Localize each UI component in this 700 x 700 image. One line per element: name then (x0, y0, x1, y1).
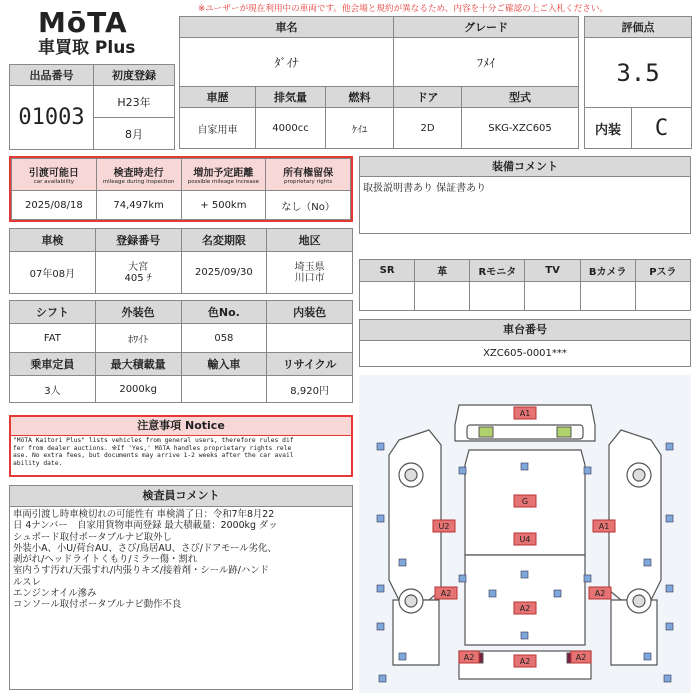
point (521, 463, 528, 470)
logo-text: MōTA (38, 6, 128, 39)
mark-front-a1-label: A1 (519, 409, 531, 418)
car-damage-diagram (359, 375, 691, 693)
mileage-label-en: mileage during inspection (102, 179, 175, 185)
feature-leather: 革 (415, 260, 470, 282)
notice-title: 注意事項 Notice (11, 417, 351, 436)
proprietary-rights: なし（No） (266, 191, 351, 220)
notice-line: ase. No extra fees, but documents may arrive 1-2 weeks after the car avail (13, 452, 294, 460)
inspector-line: エンジンオイル滲み (13, 588, 97, 600)
name-change-deadline: 2025/09/30 (181, 252, 267, 294)
district-label: 地区 (267, 229, 353, 252)
interior-color (267, 324, 353, 353)
ops-box (9, 156, 353, 222)
feature-tv: TV (525, 260, 580, 282)
feature-cell (525, 282, 580, 311)
mark-right-a2-label: A2 (594, 589, 606, 598)
mark-rear-a2-left-label: A2 (463, 653, 475, 662)
chassis-box (359, 319, 691, 367)
inspector-line: 室内うす汚れ/天張すれ/内張りキズ/接着剤・シール跡/ハンド (13, 565, 270, 577)
point (521, 571, 528, 578)
feature-cell (360, 282, 415, 311)
capacity-label: 乗車定員 (10, 353, 96, 376)
notice-line: "MōTA Kaitori Plus" lists vehicles from general users, therefore rules dif (13, 437, 294, 444)
plate-number (95, 252, 181, 294)
district-prefecture: 埼玉県 (294, 261, 325, 273)
door: 2D (394, 108, 462, 149)
point (379, 675, 386, 682)
features-table (359, 259, 691, 311)
inspector-line: 日 4ナンバー 自家用貨物車両登録 最大積載量：2000kg ダッ (13, 520, 278, 532)
proprietary-label-jp: 所有権留保 (283, 168, 334, 179)
door-label: ドア (394, 87, 462, 108)
equipment-text: 取扱説明書あり 保証書あり (363, 183, 487, 194)
notice-body (11, 436, 351, 468)
point (666, 585, 673, 592)
first-reg-year: H23年 (94, 86, 175, 118)
first-reg-label: 初度登録 (94, 65, 175, 86)
model: SKG-XZC605 (462, 108, 579, 149)
increase-label-jp: 増加予定距離 (193, 168, 254, 179)
history-label: 車歴 (180, 87, 256, 108)
inspector-body (10, 507, 352, 613)
hub-fr (633, 469, 645, 481)
inspector-line: 外装小A、小U/荷台AU、さび/鳥居AU、さび/ドアモール劣化、 (13, 542, 277, 554)
max-load-label: 最大積載量 (95, 353, 181, 376)
point (584, 467, 591, 474)
score-label: 評価点 (585, 17, 692, 38)
mileage-label-jp: 検査時走行 (113, 168, 164, 179)
capacity: 3人 (10, 376, 96, 403)
mileage-label (96, 159, 181, 191)
interior-label: 内装 (585, 108, 632, 149)
equipment-comment (359, 156, 691, 234)
shift: FAT (10, 324, 96, 353)
hub-rr (633, 595, 645, 607)
import-label: 輸入車 (181, 353, 267, 376)
max-load: 2000kg (95, 376, 181, 403)
point (666, 443, 673, 450)
headlight-right (557, 427, 571, 437)
name-change-label: 名変期限 (181, 229, 267, 252)
point (489, 590, 496, 597)
inspector-label: 検査員コメント (10, 486, 352, 507)
shaken-label: 車検 (10, 229, 96, 252)
feature-rear-monitor: Rモニタ (470, 260, 525, 282)
car-name-label: 車名 (180, 17, 394, 38)
listing-no-label: 出品番号 (10, 65, 94, 86)
listing-no: 01003 (10, 86, 94, 150)
mark-left-a2-label: A2 (440, 589, 452, 598)
score-table (584, 16, 692, 149)
exterior-color: ﾎﾜｲﾄ (95, 324, 181, 353)
import-car (181, 376, 267, 403)
equipment-label: 装備コメント (360, 157, 690, 177)
warning-text: ※ユーザーが現在利用中の車両です。他会場と規約が異なるため、内容を十分ご確認の上ご入札ください。 (198, 4, 609, 14)
logo (38, 8, 148, 58)
recycle-label: リサイクル (267, 353, 353, 376)
logo-subtext: 車買取 Plus (38, 38, 136, 58)
point (666, 623, 673, 630)
color-no: 058 (181, 324, 267, 353)
exterior-color-label: 外装色 (95, 301, 181, 324)
point (377, 515, 384, 522)
availability-date: 2025/08/18 (12, 191, 97, 220)
grade: ﾌﾒｲ (394, 38, 579, 87)
car-name: ﾀﾞｲﾅ (180, 38, 394, 87)
notice-box (9, 415, 353, 477)
point (377, 443, 384, 450)
proprietary-label (266, 159, 351, 191)
mark-bed-a2-label: A2 (519, 604, 531, 613)
feature-cell (635, 282, 690, 311)
point (664, 675, 671, 682)
hub-fl (405, 469, 417, 481)
score-value: 3.5 (585, 38, 692, 108)
chassis-label: 車台番号 (360, 320, 690, 341)
point (584, 575, 591, 582)
point (377, 623, 384, 630)
fuel: ｹｲﾕ (326, 108, 394, 149)
inspector-line: 剥がれ/ヘッドライトくもり/ミラー傷・割れ (13, 554, 198, 566)
mileage-increase: + 500km (181, 191, 266, 220)
cargo-bed-top (465, 555, 585, 645)
plate-region: 大宮 (128, 261, 149, 273)
mark-rear-a2-right-label: A2 (575, 653, 587, 662)
point (644, 653, 651, 660)
left-side-cab (389, 430, 441, 600)
feature-back-camera: Bカメラ (580, 260, 635, 282)
point (399, 653, 406, 660)
availability-label-en: car availability (33, 179, 75, 185)
feature-sr: SR (360, 260, 415, 282)
increase-label (181, 159, 266, 191)
inspector-line: 車両引渡し時車検切れの可能性有 車検満了日：令和7年8月22 (13, 509, 275, 520)
availability-label (12, 159, 97, 191)
interior-grade: C (632, 108, 692, 149)
mark-roof-g-label: G (521, 497, 529, 506)
mark-bed-u4-label: U4 (519, 535, 531, 544)
hub-rl (405, 595, 417, 607)
proprietary-label-en: proprietary rights (284, 179, 333, 185)
notice-line: ability date. (13, 459, 63, 467)
availability-label-jp: 引渡可能日 (28, 168, 79, 179)
right-side-cab (609, 430, 661, 600)
color-no-label: 色No. (181, 301, 267, 324)
fuel-label: 燃料 (326, 87, 394, 108)
history: 自家用車 (180, 108, 256, 149)
increase-label-en: possible mileage increase (187, 179, 259, 185)
mark-rear-a2-label: A2 (519, 657, 531, 666)
ops-table (11, 158, 351, 220)
spec-table (9, 300, 353, 403)
mark-right-a1-label: A1 (598, 522, 610, 531)
interior-color-label: 内装色 (267, 301, 353, 324)
district-city: 川口市 (294, 272, 325, 284)
car-info-table (179, 16, 579, 149)
feature-cell (470, 282, 525, 311)
recycle-fee: 8,920円 (267, 376, 353, 403)
chassis-number: XZC605-0001*** (483, 348, 567, 359)
listing-table (9, 64, 175, 150)
point (554, 590, 561, 597)
point (377, 585, 384, 592)
point (521, 632, 528, 639)
inspector-comment (9, 485, 353, 690)
displacement-label: 排気量 (256, 87, 326, 108)
first-reg-month: 8月 (94, 118, 175, 150)
shaken-expiry: 07年08月 (10, 252, 96, 294)
registration-table (9, 228, 353, 294)
headlight-left (479, 427, 493, 437)
inspector-line: ルスレ (13, 576, 41, 588)
point (666, 515, 673, 522)
district (267, 252, 353, 294)
point (644, 559, 651, 566)
mark-left-u2-label: U2 (438, 522, 450, 531)
grade-label: グレード (394, 17, 579, 38)
inspection-mileage: 74,497km (96, 191, 181, 220)
model-label: 型式 (462, 87, 579, 108)
shift-label: シフト (10, 301, 96, 324)
plate-code: 405 ﾁ (124, 272, 152, 284)
inspector-line: コンソール取付ポータブルナビ動作不良 (13, 599, 182, 611)
plate-label: 登録番号 (95, 229, 181, 252)
point (459, 575, 466, 582)
feature-power-slide: Pスラ (635, 260, 690, 282)
point (459, 467, 466, 474)
feature-cell (580, 282, 635, 311)
point (399, 559, 406, 566)
feature-cell (415, 282, 470, 311)
notice-line: fer from dealer auctions. ※If 'Yes,' MōTA handles proprietary rights rele (13, 444, 292, 452)
inspector-line: シュボード取付ポータブルナビ取外し (13, 531, 172, 543)
displacement: 4000cc (256, 108, 326, 149)
